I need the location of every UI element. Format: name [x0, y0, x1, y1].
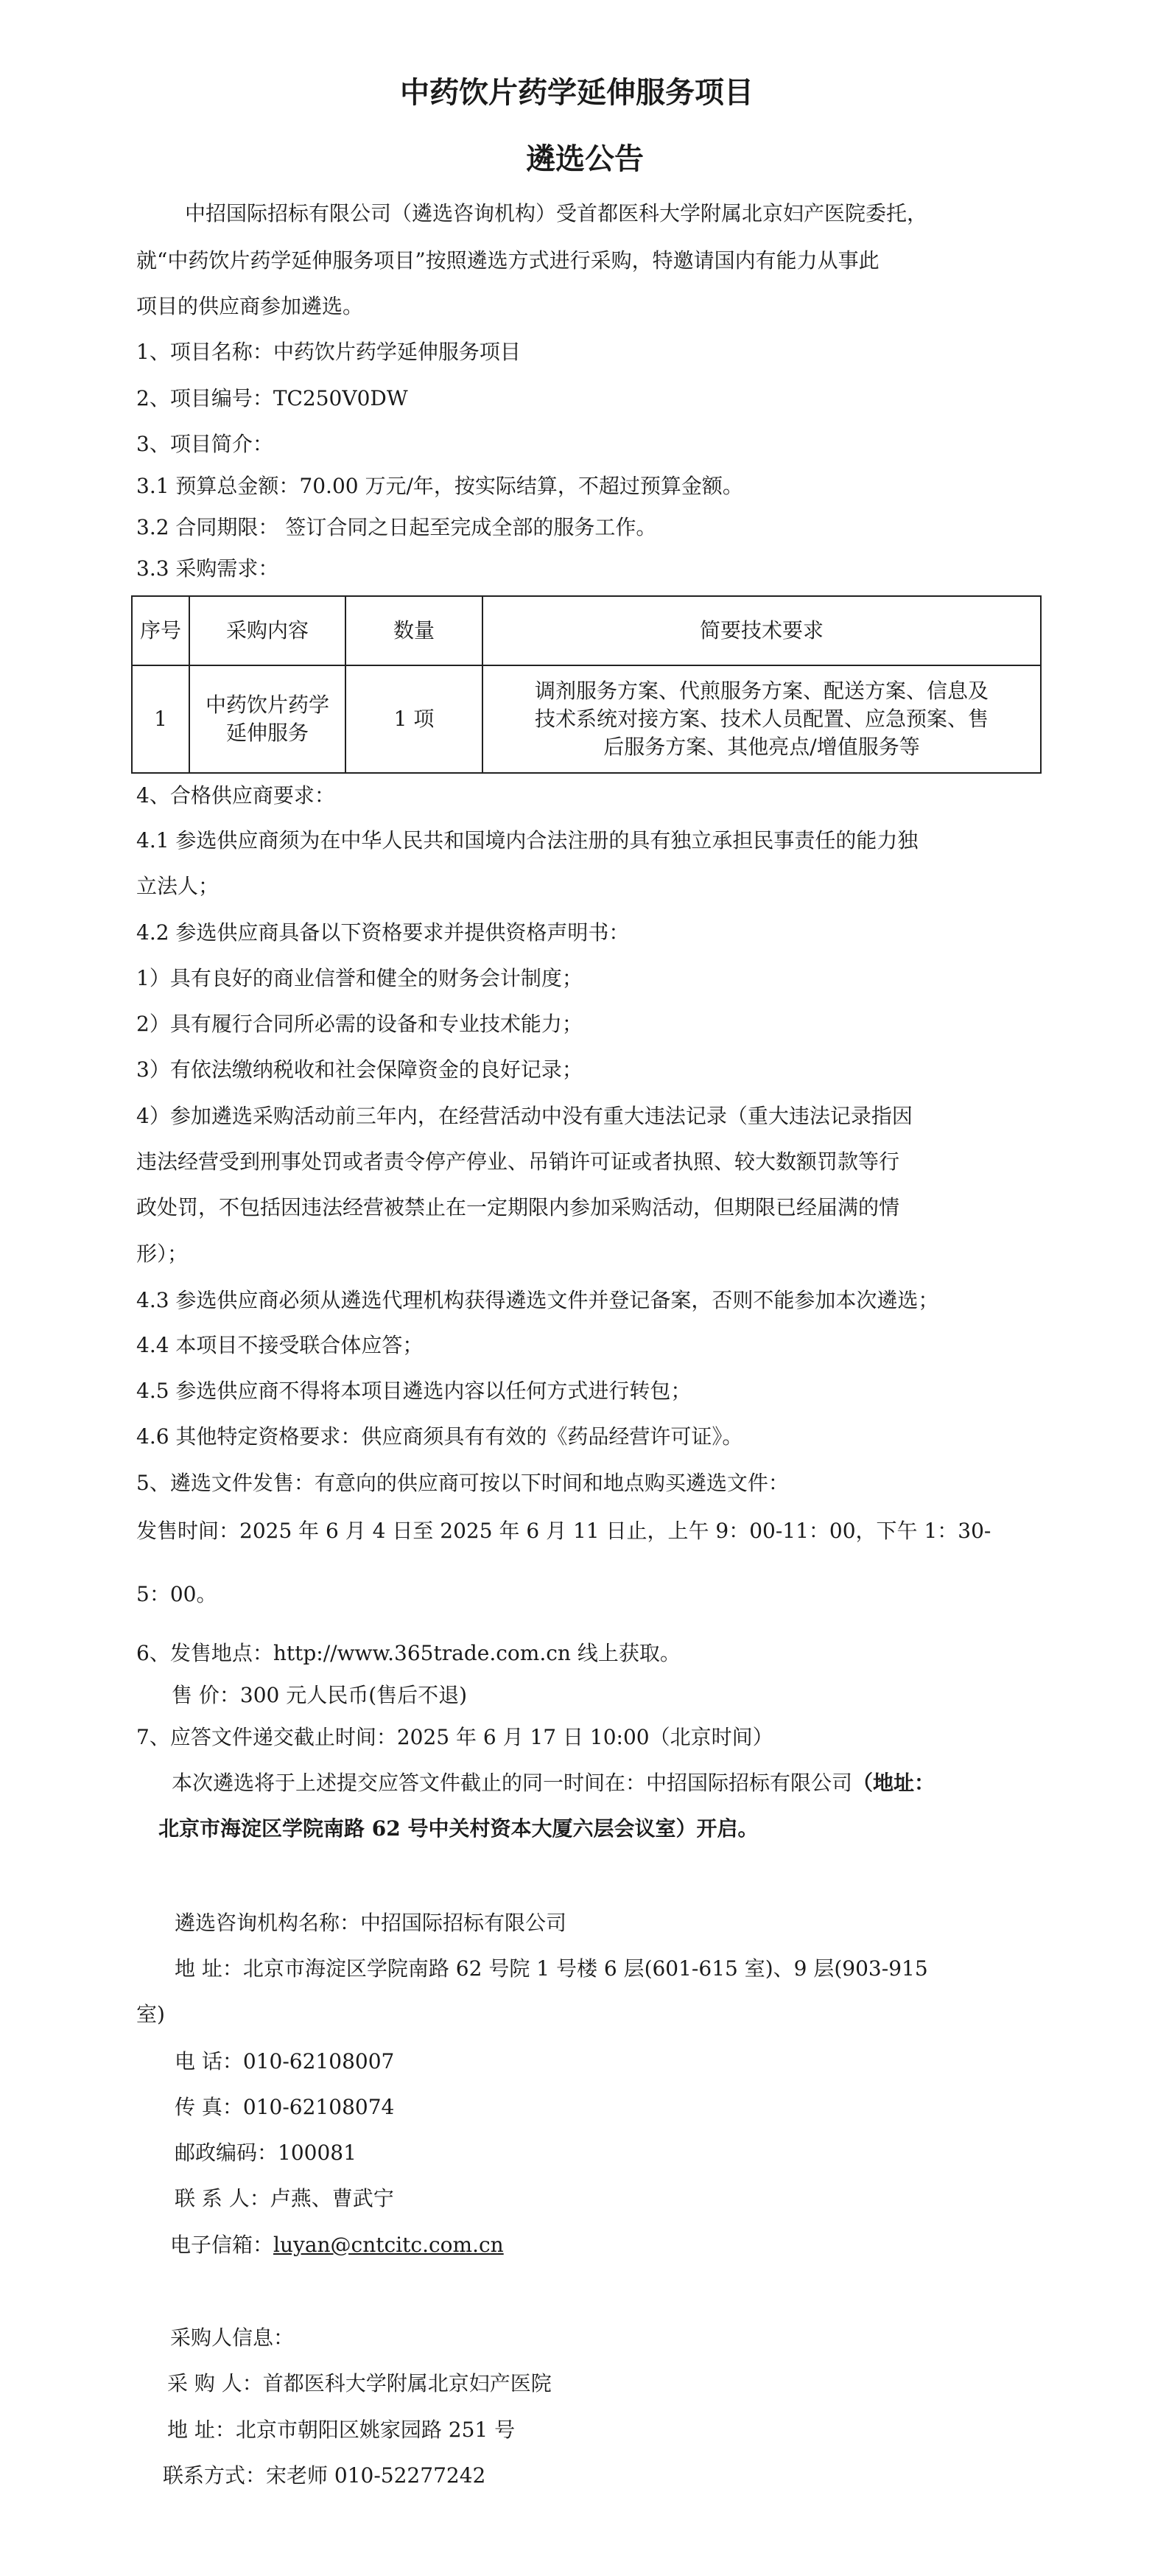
- qualification-line: 4.2 参选供应商具备以下资格要求并提供资格声明书：: [136, 920, 630, 945]
- cell-content-line-1: 中药饮片药学: [205, 693, 329, 717]
- table-header-row: [132, 596, 1041, 665]
- purchaser-address: 地 址：北京市朝阳区姚家园路 251 号: [167, 2418, 516, 2442]
- intro-line-2: 就“中药饮片药学延伸服务项目”按照遴选方式进行采购，特邀请国内有能力从事此: [136, 248, 880, 273]
- header-requirement: 简要技术要求: [482, 596, 1041, 665]
- intro-line-1: 中招国际招标有限公司（遴选咨询机构）受首都医科大学附属北京妇产医院委托，: [185, 201, 928, 225]
- qualification-line: 4.3 参选供应商必须从遴选代理机构获得遴选文件并登记备案，否则不能参加本次遴选；: [136, 1288, 939, 1312]
- project-name: 1、项目名称：中药饮片药学延伸服务项目: [136, 340, 521, 364]
- qualification-line: 立法人；: [136, 874, 220, 898]
- agency-fax: 传 真：010-62108074: [175, 2095, 395, 2119]
- purchaser-name: 采 购 人：首都医科大学附属北京妇产医院: [167, 2371, 552, 2395]
- cell-requirement: [482, 665, 1041, 773]
- title-line-1: 中药饮片药学延伸服务项目: [400, 75, 754, 110]
- qualification-line: 4.1 参选供应商须为在中华人民共和国境内合法注册的具有独立承担民事责任的能力独: [136, 828, 919, 853]
- header-no: 序号: [132, 596, 189, 665]
- qualification-line: 3）有依法缴纳税收和社会保障资金的良好记录；: [136, 1057, 583, 1082]
- requirements-table: [131, 595, 1042, 774]
- project-code: 2、项目编号：TC250V0DW: [136, 386, 408, 410]
- purchaser-contact: 联系方式：宋老师 010-52277242: [163, 2463, 486, 2488]
- agency-email-line: [170, 2230, 504, 2260]
- sale-time-line-2: 5：00。: [136, 1582, 217, 1606]
- demand-heading: 3.3 采购需求：: [136, 556, 279, 581]
- agency-contact: 联 系 人：卢燕、曹武宁: [175, 2186, 394, 2211]
- opening-line-1: [172, 1768, 935, 1798]
- contract-term-line: 3.2 合同期限： 签订合同之日起至完成全部的服务工作。: [136, 515, 657, 539]
- qualification-line: 政处罚，不包括因违法经营被禁止在一定期限内参加采购活动，但期限已经届满的情: [136, 1195, 900, 1219]
- email-link[interactable]: luyan@cntcitc.com.cn: [273, 2233, 504, 2257]
- cell-content-line-2: 延伸服务: [225, 721, 309, 745]
- cell-content: [189, 665, 345, 773]
- intro-line-3: 项目的供应商参加遴选。: [136, 294, 364, 318]
- qualification-line: 形）；: [136, 1242, 189, 1266]
- qualification-line: 2）具有履行合同所必需的设备和专业技术能力；: [136, 1012, 583, 1036]
- sale-heading: 5、遴选文件发售：有意向的供应商可按以下时间和地点购买遴选文件：: [136, 1471, 789, 1495]
- sale-place: 6、发售地点：http://www.365trade.com.cn 线上获取。: [136, 1641, 681, 1665]
- cell-req-line-2: 技术系统对接方案、技术人员配置、应急预案、售: [534, 707, 989, 731]
- email-label: 电子信箱：: [170, 2233, 274, 2257]
- budget-line: 3.1 预算总金额：70.00 万元/年，按实际结算，不超过预算金额。: [136, 474, 743, 498]
- sale-price: 售 价：300 元人民币(售后不退): [172, 1683, 468, 1707]
- deadline-line: 7、应答文件递交截止时间：2025 年 6 月 17 日 10:00（北京时间）: [136, 1725, 773, 1749]
- agency-name: 遴选咨询机构名称：中招国际招标有限公司: [175, 1911, 567, 1935]
- project-brief-heading: 3、项目简介：: [136, 432, 273, 456]
- header-qty: 数量: [345, 596, 482, 665]
- cell-req-line-3: 后服务方案、其他亮点/增值服务等: [603, 735, 920, 759]
- qualification-line: 4.5 参选供应商不得将本项目遴选内容以任何方式进行转包；: [136, 1379, 692, 1403]
- qualification-heading: 4、合格供应商要求：: [136, 783, 335, 808]
- table-row: [132, 665, 1041, 773]
- title-line-2: 遴选公告: [526, 141, 644, 176]
- header-content: 采购内容: [189, 596, 345, 665]
- agency-address-line-1: 地 址：北京市海淀区学院南路 62 号院 1 号楼 6 层(601-615 室)、9 层(903-915: [175, 1956, 928, 1981]
- qualification-line: 违法经营受到刑事处罚或者责令停产停业、吊销许可证或者执照、较大数额罚款等行: [136, 1149, 900, 1174]
- cell-no: 1: [132, 665, 189, 773]
- sale-time-line-1: 发售时间：2025 年 6 月 4 日至 2025 年 6 月 11 日止，上午 9：00-11：00，下午 1：30-: [136, 1519, 991, 1543]
- qualification-line: 4.4 本项目不接受联合体应答；: [136, 1333, 424, 1357]
- cell-qty: 1 项: [345, 665, 482, 773]
- opening-line-2: 北京市海淀区学院南路 62 号中关村资本大厦六层会议室）开启。: [158, 1816, 759, 1841]
- agency-postcode: 邮政编码：100081: [175, 2141, 357, 2165]
- agency-phone: 电 话：010-62108007: [175, 2049, 395, 2073]
- qualification-line: 4）参加遴选采购活动前三年内，在经营活动中没有重大违法记录（重大违法记录指因: [136, 1104, 913, 1128]
- opening-address-label: （地址：: [852, 1771, 935, 1795]
- qualification-line: 4.6 其他特定资格要求：供应商须具有有效的《药品经营许可证》。: [136, 1424, 743, 1449]
- purchaser-heading: 采购人信息：: [170, 2325, 295, 2350]
- qualification-line: 1）具有良好的商业信誉和健全的财务会计制度；: [136, 966, 583, 990]
- agency-address-line-2: 室): [136, 2002, 165, 2026]
- cell-req-line-1: 调剂服务方案、代煎服务方案、配送方案、信息及: [534, 679, 989, 703]
- opening-text: 本次遴选将于上述提交应答文件截止的同一时间在：中招国际招标有限公司: [172, 1771, 853, 1795]
